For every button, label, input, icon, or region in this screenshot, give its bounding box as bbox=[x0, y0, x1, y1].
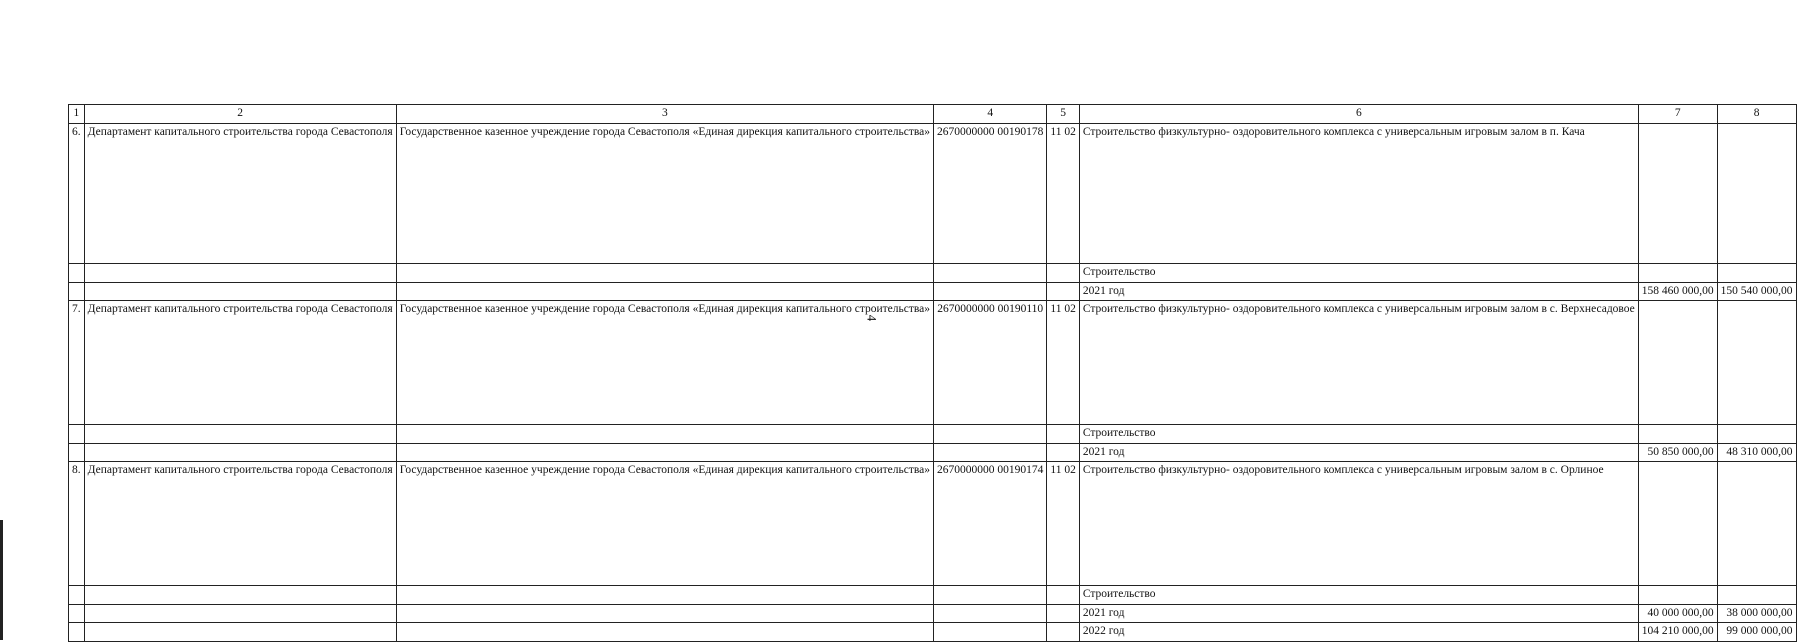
table-row bbox=[69, 282, 1797, 301]
stage-cell: Строительство bbox=[1079, 264, 1638, 283]
year-cell: 2021 год bbox=[1079, 282, 1638, 301]
section-cell: 11 02 bbox=[1047, 301, 1079, 425]
amount-cell bbox=[1638, 462, 1717, 586]
amount-cell bbox=[1717, 462, 1796, 586]
section-cell: 11 02 bbox=[1047, 124, 1079, 264]
table-row bbox=[69, 301, 1797, 425]
header-cell: 2 bbox=[84, 105, 396, 124]
year-cell: 2022 год bbox=[1079, 623, 1638, 642]
amount-cell: 99 000 000,00 bbox=[1717, 623, 1796, 642]
page-number: 4 bbox=[864, 314, 880, 322]
year-cell: 2021 год bbox=[1079, 443, 1638, 462]
amount-cell: 104 210 000,00 bbox=[1638, 623, 1717, 642]
table-row bbox=[69, 623, 1797, 642]
table-row bbox=[69, 425, 1797, 444]
header-cell: 6 bbox=[1079, 105, 1638, 124]
table-row bbox=[69, 462, 1797, 586]
entry-number: 6. bbox=[69, 124, 85, 264]
amount-cell: 38 000 000,00 bbox=[1717, 604, 1796, 623]
table-row bbox=[69, 124, 1797, 264]
header-cell: 7 bbox=[1638, 105, 1717, 124]
header-cell: 4 bbox=[934, 105, 1047, 124]
amount-cell: 40 000 000,00 bbox=[1638, 604, 1717, 623]
department-cell: Департамент капитального строительства города Севастополя bbox=[84, 124, 396, 264]
code-cell: 2670000000 00190178 bbox=[934, 124, 1047, 264]
stage-cell: Строительство bbox=[1079, 586, 1638, 605]
header-cell: 5 bbox=[1047, 105, 1079, 124]
amount-cell: 158 460 000,00 bbox=[1638, 282, 1717, 301]
entry-number: 8. bbox=[69, 462, 85, 586]
amount-cell bbox=[1638, 124, 1717, 264]
header-cell: 1 bbox=[69, 105, 85, 124]
amount-cell bbox=[1717, 301, 1796, 425]
entry-number: 7. bbox=[69, 301, 85, 425]
table-row bbox=[69, 443, 1797, 462]
department-cell: Департамент капитального строительства города Севастополя bbox=[84, 462, 396, 586]
object-cell: Строительство физкультурно- оздоровительного комплекса с универсальным игровым залом в с. Верхнесадовое bbox=[1079, 301, 1638, 425]
year-cell: 2021 год bbox=[1079, 604, 1638, 623]
object-cell: Строительство физкультурно- оздоровительного комплекса с универсальным игровым залом в с. Орлиное bbox=[1079, 462, 1638, 586]
table-row bbox=[69, 586, 1797, 605]
code-cell: 2670000000 00190174 bbox=[934, 462, 1047, 586]
institution-cell: Государственное казенное учреждение города Севастополя «Единая дирекция капитального строительства» bbox=[396, 124, 933, 264]
header-row bbox=[69, 105, 1797, 124]
institution-cell: Государственное казенное учреждение города Севастополя «Единая дирекция капитального строительства» bbox=[396, 301, 933, 425]
institution-cell: Государственное казенное учреждение города Севастополя «Единая дирекция капитального строительства» bbox=[396, 462, 933, 586]
header-cell: 8 bbox=[1717, 105, 1796, 124]
budget-table bbox=[68, 104, 1797, 642]
header-cell: 3 bbox=[396, 105, 933, 124]
table-row bbox=[69, 604, 1797, 623]
stage-cell: Строительство bbox=[1079, 425, 1638, 444]
scan-edge-mark bbox=[0, 520, 3, 640]
amount-cell: 50 850 000,00 bbox=[1638, 443, 1717, 462]
amount-cell bbox=[1717, 124, 1796, 264]
amount-cell: 48 310 000,00 bbox=[1717, 443, 1796, 462]
department-cell: Департамент капитального строительства города Севастополя bbox=[84, 301, 396, 425]
section-cell: 11 02 bbox=[1047, 462, 1079, 586]
amount-cell bbox=[1638, 301, 1717, 425]
object-cell: Строительство физкультурно- оздоровительного комплекса с универсальным игровым залом в п. Кача bbox=[1079, 124, 1638, 264]
amount-cell: 150 540 000,00 bbox=[1717, 282, 1796, 301]
code-cell: 2670000000 00190110 bbox=[934, 301, 1047, 425]
table-row bbox=[69, 264, 1797, 283]
